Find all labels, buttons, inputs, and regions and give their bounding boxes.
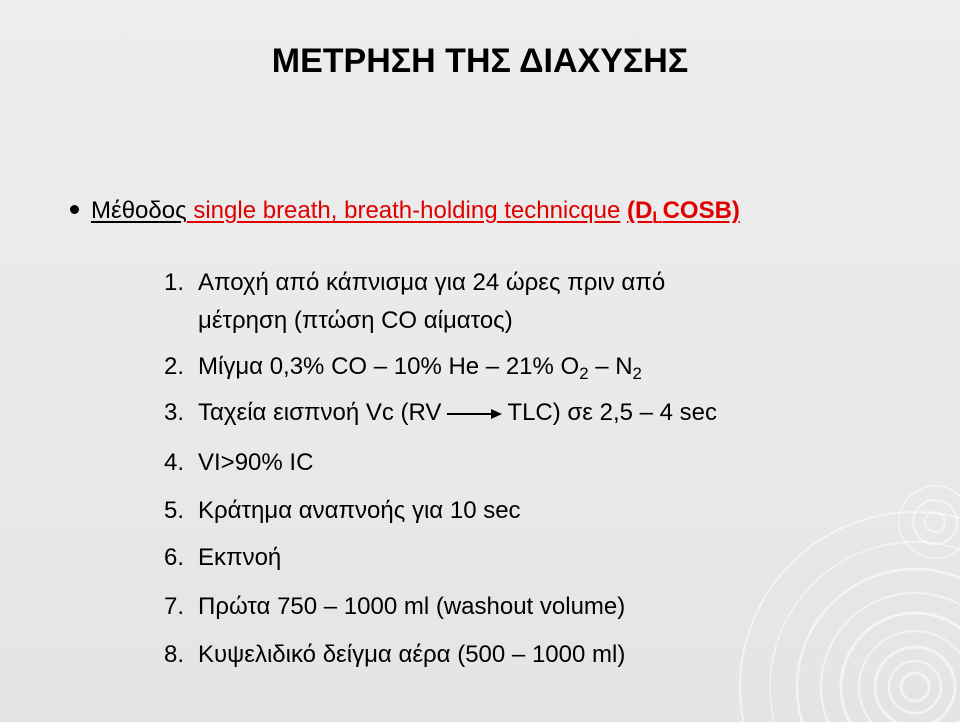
bullet-dot-icon <box>70 205 79 214</box>
step-4: 4. VI>90% IC <box>164 449 314 476</box>
step-6: 6. Εκπνοή <box>164 544 282 571</box>
step-1: 1. Αποχή από κάπνισμα για 24 ώρες πριν από <box>164 269 666 296</box>
method-name: single breath, breath-holding technicque <box>193 197 621 224</box>
step-3: 3. Ταχεία εισπνοή Vc (RV TLC) σε 2,5 – 4 sec <box>164 399 718 426</box>
arrow-right-icon <box>445 407 503 421</box>
step-8: 8. Κυψελιδικό δείγμα αέρα (500 – 1000 ml) <box>164 641 626 668</box>
step-2: 2. Μίγμα 0,3% CO – 10% He – 21% $O_2 - N_2$ <box>164 353 642 384</box>
step-1-cont: μέτρηση (πτώση CO αίματος) <box>198 307 513 334</box>
ripple-decoration <box>630 462 960 722</box>
method-bullet <box>70 196 740 226</box>
step-7: 7. Πρώτα 750 – 1000 ml (washout volume) <box>164 593 626 620</box>
method-prefix: Μέθοδος <box>91 197 187 224</box>
method-code: $(D_LCOSB)$ <box>626 197 740 228</box>
slide-title: ΜΕΤΡΗΣΗ ΤΗΣ ΔΙΑΧΥΣΗΣ <box>271 42 689 80</box>
step-5: 5. Κράτημα αναπνοής για 10 sec <box>164 497 521 524</box>
